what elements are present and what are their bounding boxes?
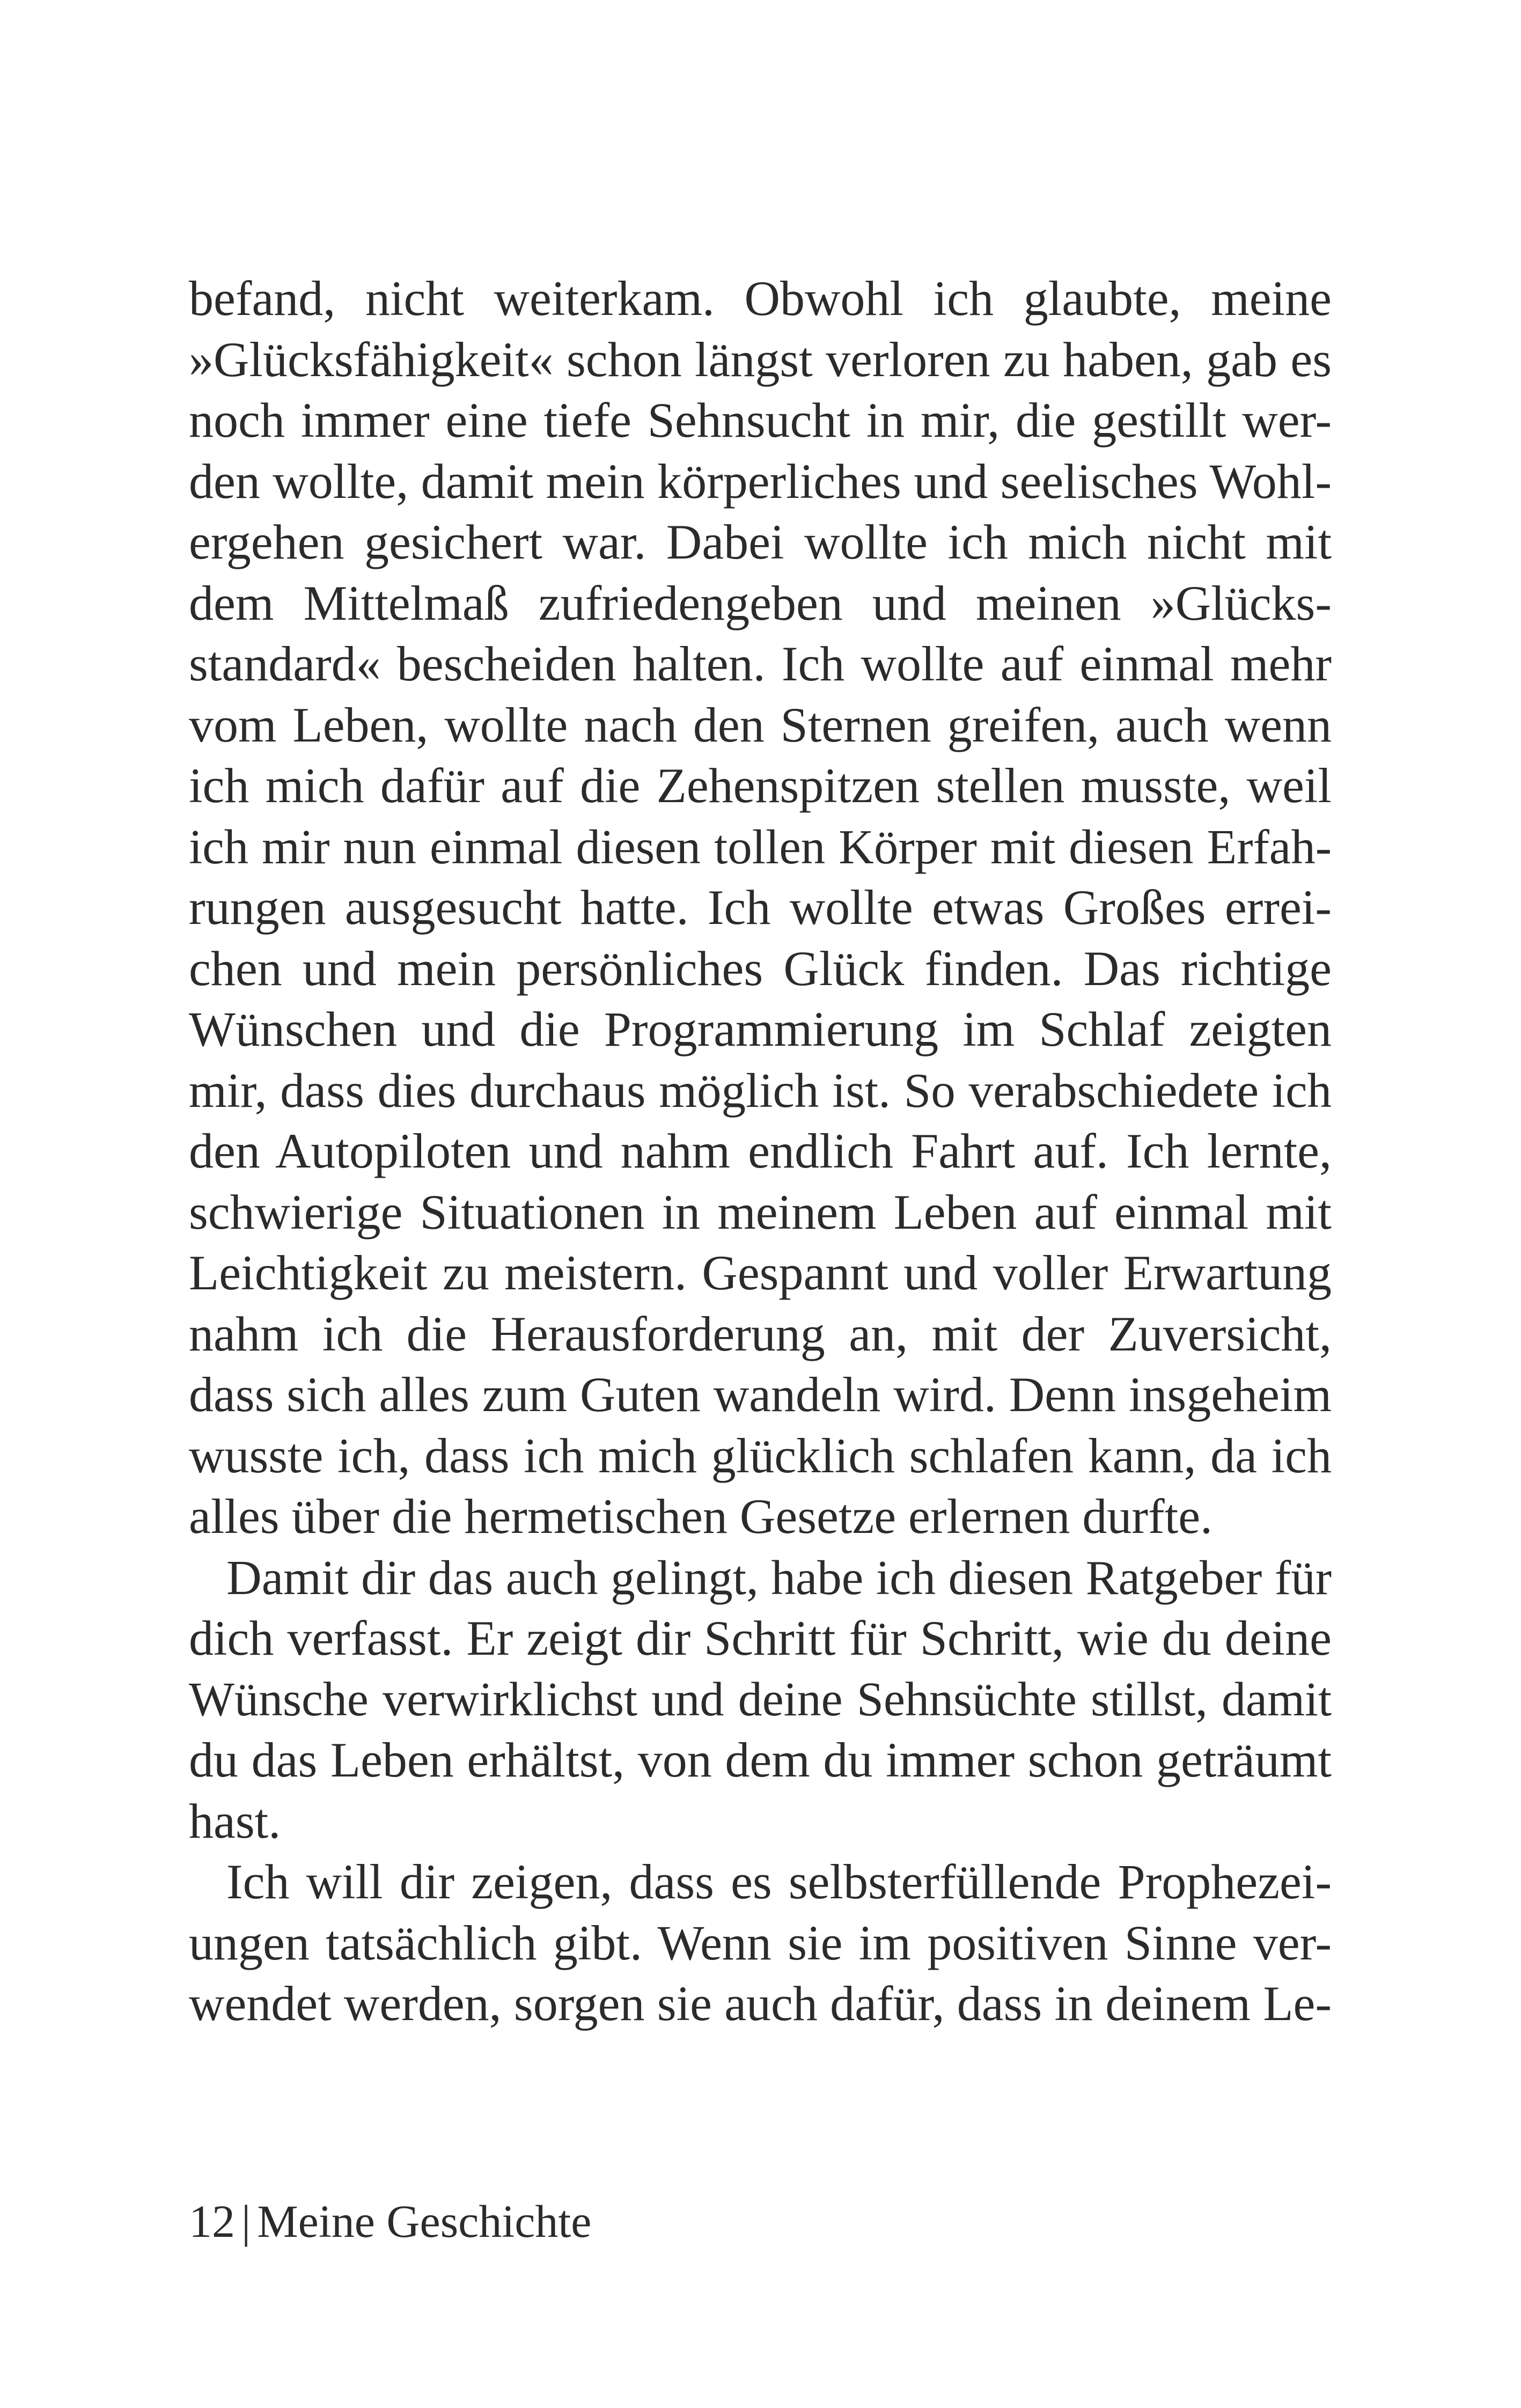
text-line: den wollte, damit mein körperliches und seelisches Wohl- — [189, 453, 1332, 509]
chapter-title: Meine Geschichte — [257, 2196, 592, 2247]
footer-separator: | — [241, 2196, 251, 2247]
text-line: rungen ausgesucht hatte. Ich wollte etwas Großes errei- — [189, 880, 1332, 935]
text-line: ich mir nun einmal diesen tollen Körper mit diesen Erfah- — [189, 819, 1332, 874]
text-line: dich verfasst. Er zeigt dir Schritt für Schritt, wie du deine — [189, 1611, 1332, 1665]
page-footer — [189, 2192, 591, 2251]
text-line: ungen tatsächlich gibt. Wenn sie im positiven Sinne ver- — [189, 1915, 1332, 1970]
text-line: Leichtigkeit zu meistern. Gespannt und voller Erwartung — [189, 1245, 1332, 1300]
text-line: wendet werden, sorgen sie auch dafür, dass in deinem Le- — [189, 1976, 1332, 2031]
text-line: noch immer eine tiefe Sehnsucht in mir, die gestillt wer- — [189, 393, 1332, 447]
text-line: wusste ich, dass ich mich glücklich schlafen kann, da ich — [189, 1428, 1332, 1483]
text-line: nahm ich die Herausforderung an, mit der Zuversicht, — [189, 1306, 1332, 1361]
text-line: mir, dass dies durchaus möglich ist. So verabschiedete ich — [189, 1063, 1332, 1118]
text-line: schwierige Situationen in meinem Leben auf einmal mit — [189, 1184, 1332, 1239]
text-line: vom Leben, wollte nach den Sternen greifen, auch wenn — [189, 697, 1332, 752]
text-line: Wünschen und die Programmierung im Schlaf zeigten — [189, 1002, 1332, 1056]
text-line: dem Mittelmaß zufriedengeben und meinen »Glücks- — [189, 575, 1332, 630]
text-line: hast. — [189, 1793, 281, 1848]
text-line: Wünsche verwirklichst und deine Sehnsüchte stillst, damit — [189, 1672, 1332, 1726]
text-line: alles über die hermetischen Gesetze erlernen durfte. — [189, 1489, 1213, 1544]
text-line: du das Leben erhältst, von dem du immer schon geträumt — [189, 1732, 1332, 1787]
text-line: standard« bescheiden halten. Ich wollte auf einmal mehr — [189, 636, 1332, 691]
text-line: »Glücksfähigkeit« schon längst verloren zu haben, gab es — [189, 332, 1332, 387]
text-line: ich mich dafür auf die Zehenspitzen stellen musste, weil — [189, 758, 1332, 813]
text-line: dass sich alles zum Guten wandeln wird. Denn insgeheim — [189, 1367, 1332, 1422]
text-line: Ich will dir zeigen, dass es selbsterfüllende Prophezei- — [226, 1854, 1332, 1909]
text-line: chen und mein persönliches Glück finden. Das richtige — [189, 941, 1332, 996]
text-line: Damit dir das auch gelingt, habe ich diesen Ratgeber für — [226, 1550, 1332, 1605]
text-line: befand, nicht weiterkam. Obwohl ich glaubte, meine — [189, 271, 1332, 326]
page-number: 12 — [189, 2196, 235, 2247]
text-line: den Autopiloten und nahm endlich Fahrt auf. Ich lernte, — [189, 1124, 1332, 1178]
text-line: ergehen gesichert war. Dabei wollte ich mich nicht mit — [189, 515, 1332, 569]
body-text — [189, 268, 1332, 2035]
